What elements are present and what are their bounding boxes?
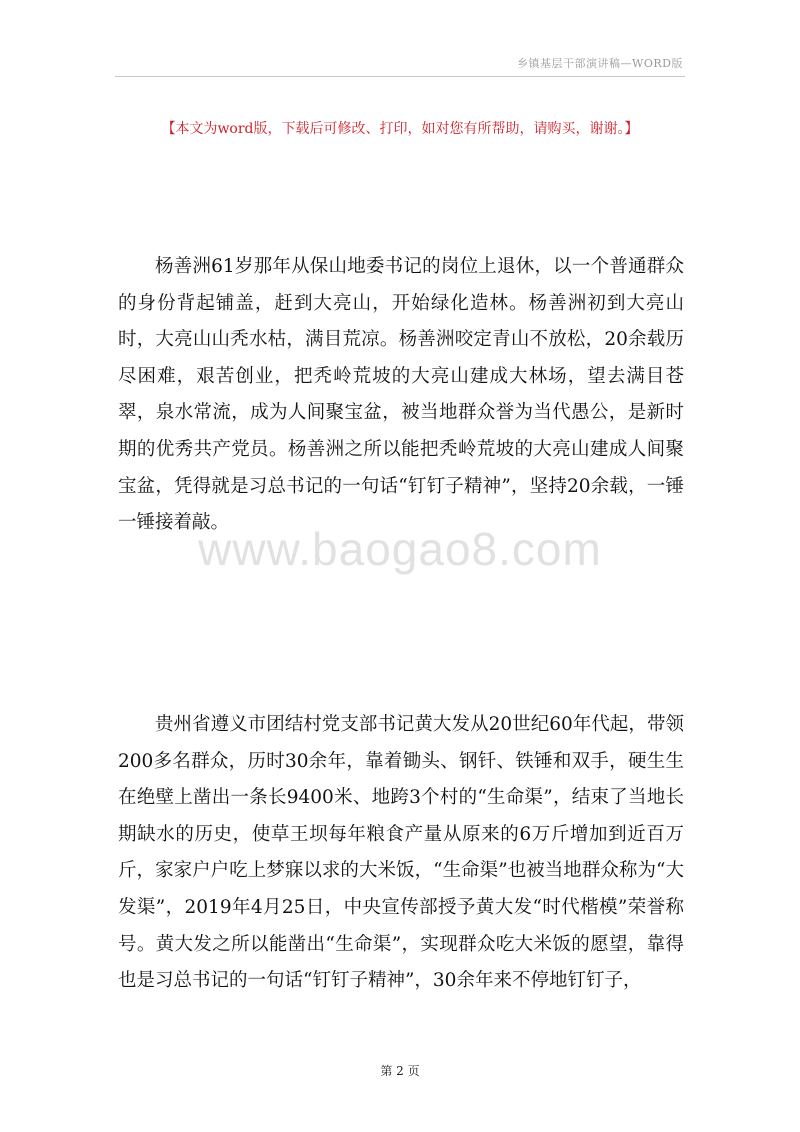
document-header-title: 乡镇基层干部演讲稿—WORD版: [517, 57, 683, 70]
header-divider: [115, 76, 685, 77]
purchase-notice: 【本文为word版，下载后可修改、打印，如对您有所帮助，请购买，谢谢。】: [161, 121, 639, 137]
body-paragraph-huang-dafa: 贵州省遵义市团结村党支部书记黄大发从20世纪60年代起，带领200多名群众，历时30余年，靠着锄头、钢钎、铁锤和双手，硬生生在绝壁上凿出一条长9400米、地跨3个村的“生命渠”，结束了当地长期缺水的历史，使草王坝每年粮食产量从原来的6万斤增加到近百万斤，家家户户吃上梦寐以求的大米饭，“生命渠”也被当地群众称为“大发渠”，2019年4月25日，中央宣传部授予黄大发“时代楷模”荣誉称号。黄大发之所以能凿出“生命渠”，实现群众吃大米饭的愿望，靠得也是习总书记的一句话“钉钉子精神”，30余年来不停地钉钉子，: [118, 714, 684, 992]
body-paragraph-yang-shanzhou: 杨善洲61岁那年从保山地委书记的岗位上退休，以一个普通群众的身份背起铺盖，赶到大亮山，开始绿化造林。杨善洲初到大亮山时，大亮山山秃水枯，满目荒凉。杨善洲咬定青山不放松，20余载历尽困难，艰苦创业，把秃岭荒坡的大亮山建成大林场，望去满目苍翠，泉水常流，成为人间聚宝盆，被当地群众誉为当代愚公，是新时期的优秀共产党员。杨善洲之所以能把秃岭荒坡的大亮山建成人间聚宝盆，凭得就是习总书记的一句话“钉钉子精神”，坚持20余载，一锤一锤接着敲。: [118, 256, 684, 534]
page-number: 第 2 页: [380, 1064, 420, 1078]
watermark-text: www.baogao8.com: [198, 523, 602, 575]
